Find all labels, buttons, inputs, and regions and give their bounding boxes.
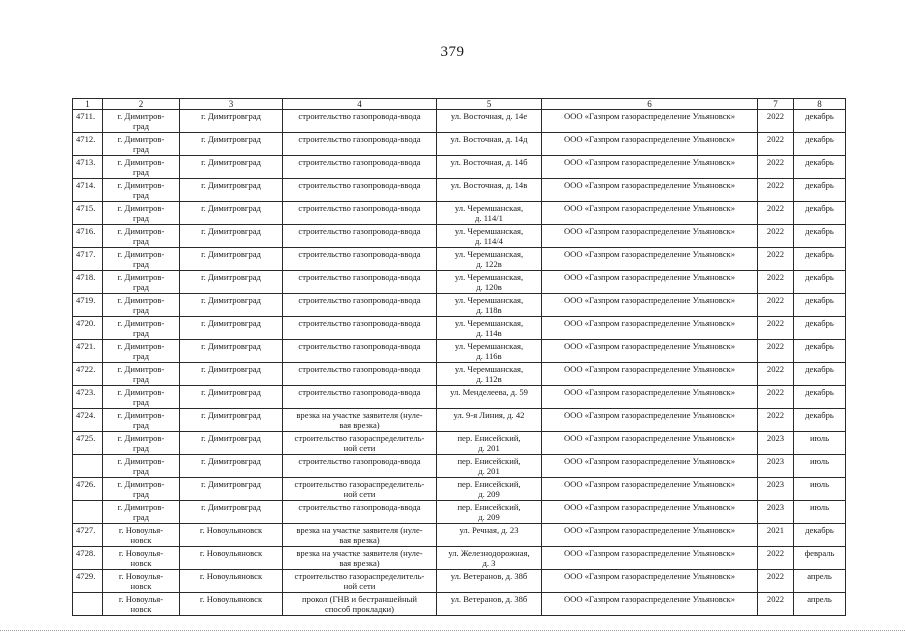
cell-work-type: строительство газопровода-ввода xyxy=(283,386,437,409)
cell-year: 2022 xyxy=(758,110,794,133)
header-row xyxy=(73,99,846,110)
cell-year: 2023 xyxy=(758,478,794,501)
cell-year: 2022 xyxy=(758,317,794,340)
cell-month: декабрь xyxy=(794,225,846,248)
cell-address: ул. Восточная, д. 14б xyxy=(437,156,542,179)
cell-work-type: строительство газопровода-ввода xyxy=(283,248,437,271)
cell-settlement: г. Димитров- град xyxy=(103,133,180,156)
cell-number: 4727. xyxy=(73,524,103,547)
table-row xyxy=(73,156,846,179)
cell-settlement: г. Димитров- град xyxy=(103,110,180,133)
cell-year: 2022 xyxy=(758,156,794,179)
cell-district: г. Димитровград xyxy=(180,386,283,409)
page-number: 379 xyxy=(440,44,465,60)
cell-year: 2023 xyxy=(758,501,794,524)
cell-settlement: г. Димитров- град xyxy=(103,317,180,340)
table-row xyxy=(73,386,846,409)
cell-number: 4725. xyxy=(73,432,103,455)
cell-year: 2022 xyxy=(758,547,794,570)
cell-month: июль xyxy=(794,455,846,478)
cell-month: декабрь xyxy=(794,248,846,271)
cell-settlement: г. Димитров- град xyxy=(103,386,180,409)
cell-work-type: строительство газопровода-ввода xyxy=(283,501,437,524)
table-row xyxy=(73,225,846,248)
cell-number: 4711. xyxy=(73,110,103,133)
table-row xyxy=(73,432,846,455)
cell-address: ул. Черемшанская, д. 118в xyxy=(437,294,542,317)
table-row xyxy=(73,133,846,156)
cell-work-type: строительство газопровода-ввода xyxy=(283,156,437,179)
cell-settlement: г. Димитров- град xyxy=(103,156,180,179)
cell-address: ул. Черемшанская, д. 116в xyxy=(437,340,542,363)
cell-month: апрель xyxy=(794,593,846,616)
cell-number xyxy=(73,501,103,524)
cell-work-type: строительство газораспределитель- ной сети xyxy=(283,432,437,455)
cell-year: 2022 xyxy=(758,570,794,593)
cell-organization: ООО «Газпром газораспределение Ульяновск» xyxy=(542,179,758,202)
cell-address: ул. Восточная, д. 14д xyxy=(437,133,542,156)
cell-organization: ООО «Газпром газораспределение Ульяновск» xyxy=(542,570,758,593)
cell-year: 2022 xyxy=(758,386,794,409)
cell-district: г. Новоульяновск xyxy=(180,547,283,570)
cell-number xyxy=(73,455,103,478)
cell-work-type: строительство газопровода-ввода xyxy=(283,179,437,202)
cell-work-type: строительство газораспределитель- ной сети xyxy=(283,570,437,593)
cell-year: 2022 xyxy=(758,363,794,386)
cell-work-type: врезка на участке заявителя (нуле- вая врезка) xyxy=(283,409,437,432)
cell-number: 4720. xyxy=(73,317,103,340)
registry-body xyxy=(73,99,846,616)
cell-work-type: строительство газопровода-ввода xyxy=(283,363,437,386)
cell-address: ул. Черемшанская, д. 122в xyxy=(437,248,542,271)
cell-number: 4718. xyxy=(73,271,103,294)
header-cell: 8 xyxy=(794,99,846,110)
cell-organization: ООО «Газпром газораспределение Ульяновск» xyxy=(542,478,758,501)
cell-organization: ООО «Газпром газораспределение Ульяновск» xyxy=(542,110,758,133)
cell-district: г. Димитровград xyxy=(180,110,283,133)
cell-organization: ООО «Газпром газораспределение Ульяновск» xyxy=(542,156,758,179)
cell-number: 4728. xyxy=(73,547,103,570)
cell-month: декабрь xyxy=(794,202,846,225)
cell-organization: ООО «Газпром газораспределение Ульяновск» xyxy=(542,317,758,340)
cell-settlement: г. Новоулья- новск xyxy=(103,593,180,616)
cell-address: пер. Енисейский, д. 209 xyxy=(437,501,542,524)
cell-settlement: г. Новоулья- новск xyxy=(103,547,180,570)
cell-month: февраль xyxy=(794,547,846,570)
page-edge-line xyxy=(0,630,905,632)
header-cell: 1 xyxy=(73,99,103,110)
cell-number: 4722. xyxy=(73,363,103,386)
table-row xyxy=(73,524,846,547)
cell-year: 2022 xyxy=(758,340,794,363)
cell-organization: ООО «Газпром газораспределение Ульяновск» xyxy=(542,501,758,524)
cell-district: г. Димитровград xyxy=(180,202,283,225)
cell-settlement: г. Димитров- град xyxy=(103,455,180,478)
cell-number: 4721. xyxy=(73,340,103,363)
cell-work-type: врезка на участке заявителя (нуле- вая врезка) xyxy=(283,547,437,570)
cell-organization: ООО «Газпром газораспределение Ульяновск» xyxy=(542,225,758,248)
cell-organization: ООО «Газпром газораспределение Ульяновск» xyxy=(542,340,758,363)
cell-address: ул. Черемшанская, д. 120в xyxy=(437,271,542,294)
cell-district: г. Димитровград xyxy=(180,133,283,156)
registry-table xyxy=(72,98,846,616)
cell-number: 4719. xyxy=(73,294,103,317)
cell-organization: ООО «Газпром газораспределение Ульяновск» xyxy=(542,133,758,156)
cell-number: 4712. xyxy=(73,133,103,156)
cell-address: ул. Восточная, д. 14е xyxy=(437,110,542,133)
cell-year: 2022 xyxy=(758,179,794,202)
cell-settlement: г. Димитров- град xyxy=(103,225,180,248)
cell-address: ул. Менделеева, д. 59 xyxy=(437,386,542,409)
table-row xyxy=(73,501,846,524)
cell-number xyxy=(73,593,103,616)
cell-address: ул. 9-я Линия, д. 42 xyxy=(437,409,542,432)
cell-year: 2021 xyxy=(758,524,794,547)
cell-organization: ООО «Газпром газораспределение Ульяновск» xyxy=(542,248,758,271)
table-row xyxy=(73,409,846,432)
cell-year: 2022 xyxy=(758,202,794,225)
table-row xyxy=(73,363,846,386)
cell-number: 4714. xyxy=(73,179,103,202)
table-row xyxy=(73,478,846,501)
cell-work-type: врезка на участке заявителя (нуле- вая врезка) xyxy=(283,524,437,547)
cell-district: г. Димитровград xyxy=(180,363,283,386)
cell-work-type: строительство газопровода-ввода xyxy=(283,110,437,133)
cell-year: 2022 xyxy=(758,271,794,294)
cell-work-type: строительство газопровода-ввода xyxy=(283,271,437,294)
cell-district: г. Новоульяновск xyxy=(180,524,283,547)
cell-district: г. Димитровград xyxy=(180,455,283,478)
cell-work-type: строительство газопровода-ввода xyxy=(283,340,437,363)
cell-organization: ООО «Газпром газораспределение Ульяновск» xyxy=(542,547,758,570)
cell-district: г. Димитровград xyxy=(180,409,283,432)
cell-address: ул. Железнодорожная, д. 3 xyxy=(437,547,542,570)
table-row xyxy=(73,202,846,225)
cell-number: 4723. xyxy=(73,386,103,409)
table-row xyxy=(73,248,846,271)
cell-work-type: строительство газопровода-ввода xyxy=(283,133,437,156)
cell-work-type: прокол (ГНВ и бестраншейный способ прокладки) xyxy=(283,593,437,616)
header-cell: 2 xyxy=(103,99,180,110)
cell-address: ул. Ветеранов, д. 38б xyxy=(437,570,542,593)
cell-month: июль xyxy=(794,478,846,501)
header-cell: 6 xyxy=(542,99,758,110)
cell-address: пер. Енисейский, д. 209 xyxy=(437,478,542,501)
cell-number: 4716. xyxy=(73,225,103,248)
cell-work-type: строительство газопровода-ввода xyxy=(283,225,437,248)
cell-month: декабрь xyxy=(794,386,846,409)
cell-work-type: строительство газопровода-ввода xyxy=(283,455,437,478)
cell-settlement: г. Димитров- град xyxy=(103,409,180,432)
cell-settlement: г. Новоулья- новск xyxy=(103,570,180,593)
cell-settlement: г. Димитров- град xyxy=(103,340,180,363)
cell-month: декабрь xyxy=(794,294,846,317)
cell-district: г. Новоульяновск xyxy=(180,570,283,593)
cell-work-type: строительство газораспределитель- ной сети xyxy=(283,478,437,501)
cell-settlement: г. Димитров- град xyxy=(103,179,180,202)
cell-address: ул. Речная, д. 23 xyxy=(437,524,542,547)
cell-address: ул. Черемшанская, д. 114/4 xyxy=(437,225,542,248)
cell-month: декабрь xyxy=(794,363,846,386)
cell-organization: ООО «Газпром газораспределение Ульяновск» xyxy=(542,363,758,386)
cell-settlement: г. Димитров- град xyxy=(103,248,180,271)
cell-month: декабрь xyxy=(794,179,846,202)
header-cell: 7 xyxy=(758,99,794,110)
cell-month: июль xyxy=(794,432,846,455)
table-row xyxy=(73,294,846,317)
cell-district: г. Димитровград xyxy=(180,478,283,501)
cell-settlement: г. Димитров- град xyxy=(103,363,180,386)
cell-year: 2023 xyxy=(758,432,794,455)
cell-address: ул. Черемшанская, д. 114в xyxy=(437,317,542,340)
cell-address: пер. Енисейский, д. 201 xyxy=(437,455,542,478)
cell-organization: ООО «Газпром газораспределение Ульяновск» xyxy=(542,202,758,225)
cell-year: 2022 xyxy=(758,248,794,271)
cell-month: декабрь xyxy=(794,271,846,294)
cell-number: 4726. xyxy=(73,478,103,501)
cell-district: г. Димитровград xyxy=(180,225,283,248)
cell-district: г. Новоульяновск xyxy=(180,593,283,616)
cell-year: 2022 xyxy=(758,225,794,248)
cell-organization: ООО «Газпром газораспределение Ульяновск» xyxy=(542,593,758,616)
table-row xyxy=(73,455,846,478)
cell-district: г. Димитровград xyxy=(180,340,283,363)
cell-district: г. Димитровград xyxy=(180,248,283,271)
cell-year: 2022 xyxy=(758,294,794,317)
cell-address: ул. Черемшанская, д. 114/1 xyxy=(437,202,542,225)
cell-district: г. Димитровград xyxy=(180,294,283,317)
cell-settlement: г. Димитров- град xyxy=(103,202,180,225)
cell-month: декабрь xyxy=(794,409,846,432)
cell-year: 2022 xyxy=(758,593,794,616)
cell-year: 2022 xyxy=(758,409,794,432)
cell-number: 4713. xyxy=(73,156,103,179)
cell-work-type: строительство газопровода-ввода xyxy=(283,294,437,317)
cell-organization: ООО «Газпром газораспределение Ульяновск» xyxy=(542,455,758,478)
table-row xyxy=(73,179,846,202)
header-cell: 4 xyxy=(283,99,437,110)
cell-number: 4717. xyxy=(73,248,103,271)
table-row xyxy=(73,271,846,294)
cell-month: декабрь xyxy=(794,317,846,340)
cell-organization: ООО «Газпром газораспределение Ульяновск» xyxy=(542,524,758,547)
cell-address: пер. Енисейский, д. 201 xyxy=(437,432,542,455)
cell-address: ул. Восточная, д. 14в xyxy=(437,179,542,202)
cell-settlement: г. Димитров- град xyxy=(103,271,180,294)
cell-month: декабрь xyxy=(794,110,846,133)
header-cell: 3 xyxy=(180,99,283,110)
cell-organization: ООО «Газпром газораспределение Ульяновск» xyxy=(542,409,758,432)
cell-month: декабрь xyxy=(794,133,846,156)
cell-organization: ООО «Газпром газораспределение Ульяновск» xyxy=(542,386,758,409)
cell-number: 4724. xyxy=(73,409,103,432)
cell-work-type: строительство газопровода-ввода xyxy=(283,317,437,340)
cell-address: ул. Черемшанская, д. 112в xyxy=(437,363,542,386)
cell-address: ул. Ветеранов, д. 38б xyxy=(437,593,542,616)
cell-month: июль xyxy=(794,501,846,524)
table-row xyxy=(73,593,846,616)
cell-number: 4729. xyxy=(73,570,103,593)
cell-district: г. Димитровград xyxy=(180,317,283,340)
cell-month: декабрь xyxy=(794,340,846,363)
cell-district: г. Димитровград xyxy=(180,501,283,524)
cell-settlement: г. Димитров- град xyxy=(103,294,180,317)
cell-district: г. Димитровград xyxy=(180,271,283,294)
cell-month: декабрь xyxy=(794,156,846,179)
table-row xyxy=(73,547,846,570)
table-row xyxy=(73,570,846,593)
header-cell: 5 xyxy=(437,99,542,110)
cell-year: 2022 xyxy=(758,133,794,156)
cell-number: 4715. xyxy=(73,202,103,225)
cell-organization: ООО «Газпром газораспределение Ульяновск» xyxy=(542,432,758,455)
cell-settlement: г. Димитров- град xyxy=(103,501,180,524)
cell-district: г. Димитровград xyxy=(180,156,283,179)
cell-work-type: строительство газопровода-ввода xyxy=(283,202,437,225)
cell-month: декабрь xyxy=(794,524,846,547)
cell-district: г. Димитровград xyxy=(180,179,283,202)
cell-organization: ООО «Газпром газораспределение Ульяновск» xyxy=(542,294,758,317)
table-row xyxy=(73,317,846,340)
cell-organization: ООО «Газпром газораспределение Ульяновск» xyxy=(542,271,758,294)
cell-year: 2023 xyxy=(758,455,794,478)
table-row xyxy=(73,340,846,363)
table-row xyxy=(73,110,846,133)
cell-settlement: г. Димитров- град xyxy=(103,478,180,501)
cell-settlement: г. Димитров- град xyxy=(103,432,180,455)
cell-district: г. Димитровград xyxy=(180,432,283,455)
cell-month: апрель xyxy=(794,570,846,593)
cell-settlement: г. Новоулья- новск xyxy=(103,524,180,547)
